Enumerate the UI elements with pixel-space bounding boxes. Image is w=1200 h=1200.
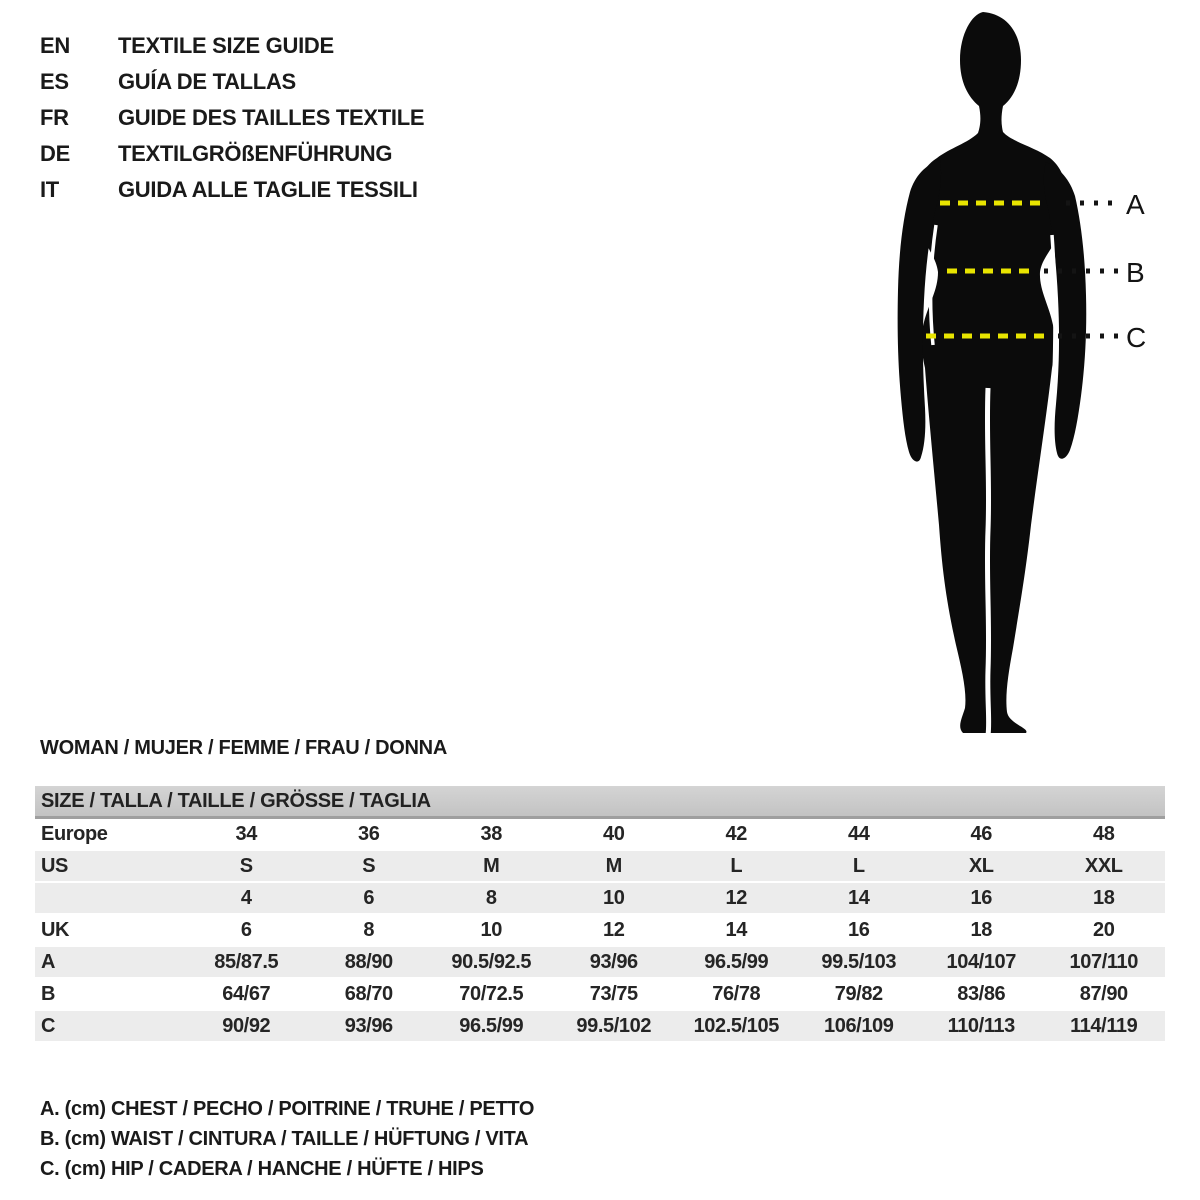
language-title: TEXTILE SIZE GUIDE xyxy=(118,33,334,58)
language-title: GUÍA DE TALLAS xyxy=(118,69,296,94)
marker-label-a: A xyxy=(1126,189,1145,220)
size-cell: M xyxy=(483,855,500,877)
size-cell: 106/109 xyxy=(824,1015,894,1037)
row-label: Europe xyxy=(41,823,108,845)
language-row xyxy=(40,136,424,172)
row-label: UK xyxy=(41,919,70,941)
size-cell: 44 xyxy=(848,823,870,845)
language-title: GUIDA ALLE TAGLIE TESSILI xyxy=(118,177,418,202)
table-row xyxy=(35,979,1165,1011)
size-cell: 12 xyxy=(725,887,747,909)
size-cell: 10 xyxy=(480,919,502,941)
size-cell: 99.5/103 xyxy=(821,951,897,973)
table-row xyxy=(35,851,1165,883)
leg-gap xyxy=(987,388,988,735)
size-cell: 64/67 xyxy=(222,983,271,1005)
size-cell: 110/113 xyxy=(947,1015,1015,1037)
size-cell: 18 xyxy=(1093,887,1115,909)
size-cell: 8 xyxy=(363,919,375,941)
size-cell: 46 xyxy=(970,823,992,845)
size-cell: 6 xyxy=(363,887,375,909)
size-cell: 16 xyxy=(848,919,870,941)
size-cell: 34 xyxy=(235,823,257,845)
size-cell: 85/87.5 xyxy=(214,951,279,973)
size-cell: 114/119 xyxy=(1070,1015,1138,1037)
size-cell: 93/96 xyxy=(589,951,638,973)
size-cell: 83/86 xyxy=(957,983,1006,1005)
legend xyxy=(40,1094,534,1184)
size-cell: 42 xyxy=(725,823,747,845)
row-label: B xyxy=(41,983,56,1005)
size-table-header: SIZE / TALLA / TAILLE / GRÖSSE / TAGLIA xyxy=(35,786,1165,819)
size-cell: XXL xyxy=(1084,855,1123,877)
legend-line: C. (cm) HIP / CADERA / HANCHE / HÜFTE / HIPS xyxy=(40,1158,484,1180)
size-cell: 90.5/92.5 xyxy=(451,951,532,973)
size-figure xyxy=(860,0,1200,745)
woman-right-arm xyxy=(1044,162,1087,459)
legend-line: A. (cm) CHEST / PECHO / POITRINE / TRUHE / PETTO xyxy=(40,1098,535,1120)
size-cell: M xyxy=(605,855,622,877)
size-cell: S xyxy=(239,855,253,877)
size-cell: 99.5/102 xyxy=(576,1015,652,1037)
size-cell: 16 xyxy=(970,887,992,909)
size-cell: 68/70 xyxy=(344,983,393,1005)
size-table-body xyxy=(35,819,1165,1043)
row-label xyxy=(35,883,185,913)
size-cell: 38 xyxy=(480,823,502,845)
language-row xyxy=(40,100,424,136)
size-cell: L xyxy=(852,855,865,877)
language-code: IT xyxy=(40,177,59,202)
size-cell: 8 xyxy=(485,887,497,909)
size-cell: 40 xyxy=(603,823,625,845)
size-cell: 93/96 xyxy=(344,1015,393,1037)
size-cell: XL xyxy=(968,855,994,877)
size-cell: 12 xyxy=(603,919,625,941)
size-cell: 73/75 xyxy=(589,983,638,1005)
row-label: A xyxy=(41,951,56,973)
size-cell: 14 xyxy=(848,887,870,909)
legend-line: B. (cm) WAIST / CINTURA / TAILLE / HÜFTUNG / VITA xyxy=(40,1128,529,1150)
section-title-woman: WOMAN / MUJER / FEMME / FRAU / DONNA xyxy=(40,737,447,759)
size-cell: 88/90 xyxy=(344,951,393,973)
size-cell: 48 xyxy=(1093,823,1115,845)
size-cell: 4 xyxy=(240,887,252,909)
size-cell: L xyxy=(730,855,743,877)
size-cell: 10 xyxy=(603,887,625,909)
size-cell: 102.5/105 xyxy=(693,1015,779,1037)
row-label: C xyxy=(41,1015,56,1037)
language-row xyxy=(40,64,424,100)
language-code: DE xyxy=(40,141,70,166)
size-cell: 14 xyxy=(725,919,747,941)
size-cell: 18 xyxy=(970,919,992,941)
size-cell: S xyxy=(362,855,376,877)
language-title: TEXTILGRÖßENFÜHRUNG xyxy=(118,141,393,166)
size-cell: 76/78 xyxy=(712,983,761,1005)
language-code: ES xyxy=(40,69,69,94)
language-row xyxy=(40,28,424,64)
size-cell: 87/90 xyxy=(1079,983,1128,1005)
size-cell: 107/110 xyxy=(1069,951,1138,973)
table-row xyxy=(35,883,1165,915)
size-cell: 96.5/99 xyxy=(704,951,769,973)
size-cell: 79/82 xyxy=(834,983,883,1005)
language-code: FR xyxy=(40,105,69,130)
size-table xyxy=(35,786,1165,1043)
language-row xyxy=(40,172,424,208)
size-cell: 90/92 xyxy=(222,1015,271,1037)
table-row xyxy=(35,947,1165,979)
marker-label-b: B xyxy=(1126,257,1145,288)
size-cell: 104/107 xyxy=(946,951,1016,973)
size-cell: 20 xyxy=(1093,919,1115,941)
marker-label-c: C xyxy=(1126,322,1147,353)
size-cell: 6 xyxy=(240,919,252,941)
language-code: EN xyxy=(40,33,70,58)
size-cell: 36 xyxy=(358,823,380,845)
size-cell: 70/72.5 xyxy=(459,983,524,1005)
table-row xyxy=(35,1011,1165,1043)
woman-body-silhouette xyxy=(915,12,1068,733)
woman-silhouette-figure xyxy=(860,0,1200,745)
table-row xyxy=(35,819,1165,851)
language-list xyxy=(40,28,424,208)
size-cell: 96.5/99 xyxy=(459,1015,524,1037)
row-label: US xyxy=(41,855,68,877)
table-row xyxy=(35,915,1165,947)
language-title: GUIDE DES TAILLES TEXTILE xyxy=(118,105,425,130)
